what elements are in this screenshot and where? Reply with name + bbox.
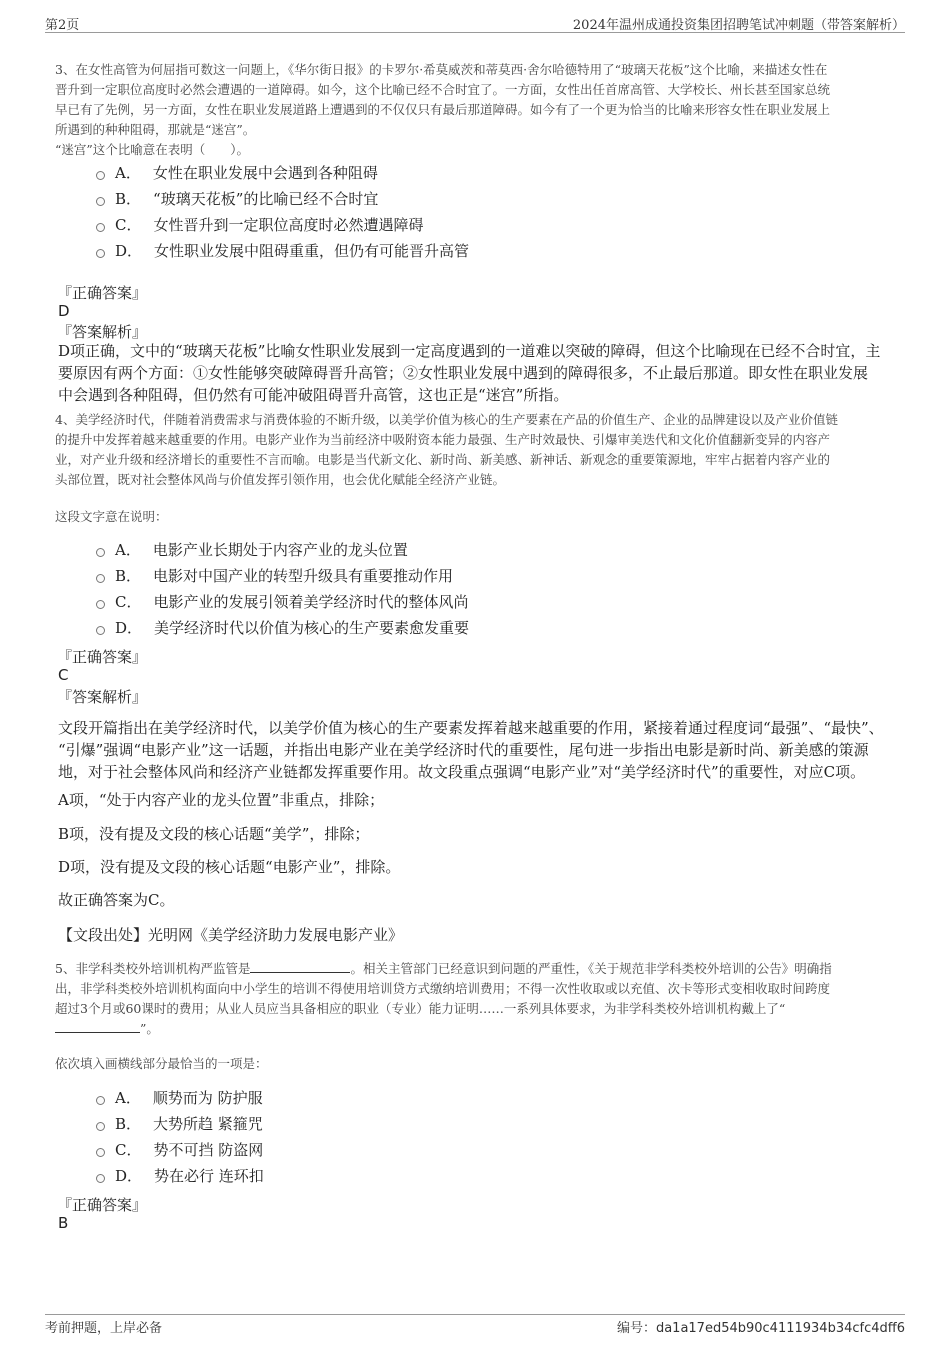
page-header (45, 14, 905, 33)
radio-icon[interactable] (96, 1148, 105, 1157)
passage-line: 早已有了先例，另一方面，女性在职业发展道路上遭遇到的不仅仅只有最后那道障碍。如今有了一个更为恰当的比喻来形容女性在职业发展上 (55, 102, 831, 117)
option-c[interactable]: C． 女性晋升到一定职位高度时必然遭遇障碍 (96, 212, 469, 238)
radio-icon[interactable] (96, 223, 105, 232)
radio-icon[interactable] (96, 249, 105, 258)
fill-blank-2 (55, 1020, 140, 1033)
radio-icon[interactable] (96, 548, 105, 557)
question-5-options (96, 1085, 264, 1189)
radio-icon[interactable] (96, 1174, 105, 1183)
passage-line: 4、美学经济时代，伴随着消费需求与消费体验的不断升级，以美学价值为核心的生产要素在产品的价值生产、企业的品牌建设以及产业价值链 (55, 412, 838, 427)
radio-icon[interactable] (96, 1122, 105, 1131)
question-3-analysis: D项正确，文中的“玻璃天花板”比喻女性职业发展到一定高度遇到的一道难以突破的障碍，但这个比喻现在已经不合时宜，主 要原因有两个方面：①女性能够突破障碍晋升高管；②女性职业发展中遇到的障碍很多，不止最后那道。即女性在职业发展 中会遇到各种阻碍，但仍然有可能冲破阻碍晋升高管，这也正是“迷宫”所指。 (58, 342, 881, 404)
question-4-analysis: 文段开篇指出在美学经济时代，以美学价值为核心的生产要素发挥着越来越重要的作用，紧接着通过程度词“最强”、“最快”、 “引爆”强调“电影产业”这一话题，并指出电影产业在美学经济时代的重要性，尾句进一步指出电影是新时尚、新美感的策源 地，对于社会整体风尚和经济产业链都发挥重要作用。故文段重点强调“电影产业”对“美学经济时代”的重要性，对应C项。 (58, 719, 884, 781)
option-b[interactable]: B． 大势所趋 紧箍咒 (96, 1111, 264, 1137)
footer-slogan: 考前押题，上岸必备 (45, 1321, 163, 1336)
analysis-option-a: A项，“处于内容产业的龙头位置”非重点，排除； (58, 791, 385, 809)
document-code: 编号：da1a17ed54b90c4111934b34cfc4dff6 (616, 1321, 905, 1336)
correct-answer: C (58, 666, 69, 684)
passage-line: 5、非学科类校外培训机构严监管是 。相关主管部门已经意识到问题的严重性，《关于规范非学科类校外培训的公告》明确指 (55, 961, 832, 976)
passage-line: 3、在女性高管为何屈指可数这一问题上，《华尔街日报》的卡罗尔·希莫威茨和蒂莫西·舍尔哈德特用了“玻璃天花板”这个比喻，来描述女性在 (55, 62, 828, 77)
option-d[interactable]: D． 女性职业发展中阻碍重重，但仍有可能晋升高管 (96, 238, 469, 264)
question-stem: “迷宫”这个比喻意在表明（ ）。 (55, 142, 250, 157)
analysis-label: 『答案解析』 (57, 323, 148, 341)
radio-icon[interactable] (96, 626, 105, 635)
passage-line: 业，对产业升级和经济增长的重要性不言而喻。电影是当代新文化、新时尚、新美感、新神话、新观念的重要策源地，牢牢占据着内容产业的 (55, 452, 831, 467)
passage-line: 超过3个月或60课时的费用；从业人员应当具备相应的职业（专业）能力证明……一系列具体要求，为非学科类校外培训机构戴上了“ (55, 1001, 786, 1016)
question-5-passage (55, 959, 905, 1039)
question-stem: 依次填入画横线部分最恰当的一项是： (55, 1056, 268, 1071)
correct-answer: D (58, 302, 70, 320)
option-b[interactable]: B． 电影对中国产业的转型升级具有重要推动作用 (96, 563, 469, 589)
passage-line: 晋升到一定职位高度时必然会遭遇的一道障碍。如今，这个比喻已经不合时宜了。一方面，女性出任首席高管、大学校长、州长甚至国家总统 (55, 82, 831, 97)
page-footer (45, 1314, 905, 1335)
correct-answer-label: 『正确答案』 (57, 284, 148, 302)
fill-blank-1 (250, 960, 350, 973)
question-4-options (96, 537, 469, 641)
option-c[interactable]: C． 势不可挡 防盗网 (96, 1137, 264, 1163)
page-number: 第2页 (45, 18, 80, 33)
option-d[interactable]: D． 势在必行 连环扣 (96, 1163, 264, 1189)
document-title: 2024年温州成通投资集团招聘笔试冲刺题（带答案解析） (572, 18, 905, 33)
passage-line: 的提升中发挥着越来越重要的作用。电影产业作为当前经济中吸附资本能力最强、生产时效最快、引爆审美迭代和文化价值翻新变异的内容产 (55, 432, 831, 447)
radio-icon[interactable] (96, 197, 105, 206)
correct-answer: B (58, 1214, 69, 1232)
radio-icon[interactable] (96, 600, 105, 609)
question-3-options (96, 160, 469, 264)
option-a[interactable]: A． 女性在职业发展中会遇到各种阻碍 (96, 160, 469, 186)
passage-line: 出，非学科类校外培训机构面向中小学生的培训不得使用培训贷方式缴纳培训费用；不得一次性收取或以充值、次卡等形式变相收取时间跨度 (55, 981, 831, 996)
option-a[interactable]: A． 顺势而为 防护服 (96, 1085, 264, 1111)
option-b[interactable]: B． “玻璃天花板”的比喻已经不合时宜 (96, 186, 469, 212)
radio-icon[interactable] (96, 1096, 105, 1105)
passage-source: 【文段出处】光明网《美学经济助力发展电影产业》 (58, 926, 404, 944)
analysis-option-d: D项，没有提及文段的核心话题“电影产业”，排除。 (58, 858, 401, 876)
analysis-conclusion: 故正确答案为C。 (58, 891, 175, 909)
question-3-passage (55, 60, 905, 160)
passage-line: 头部位置，既对社会整体风尚与价值发挥引领作用，也会优化赋能全经济产业链。 (55, 472, 506, 487)
option-a[interactable]: A． 电影产业长期处于内容产业的龙头位置 (96, 537, 469, 563)
analysis-label: 『答案解析』 (57, 688, 148, 706)
question-stem: 这段文字意在说明： (55, 509, 168, 524)
radio-icon[interactable] (96, 574, 105, 583)
correct-answer-label: 『正确答案』 (57, 1196, 148, 1214)
question-4-passage (55, 410, 905, 490)
correct-answer-label: 『正确答案』 (57, 648, 148, 666)
passage-line: 所遇到的种种阻碍，那就是“迷宫”。 (55, 122, 256, 137)
radio-icon[interactable] (96, 171, 105, 180)
option-d[interactable]: D． 美学经济时代以价值为核心的生产要素愈发重要 (96, 615, 469, 641)
analysis-option-b: B项，没有提及文段的核心话题“美学”，排除； (58, 825, 370, 843)
option-c[interactable]: C． 电影产业的发展引领着美学经济时代的整体风尚 (96, 589, 469, 615)
passage-line: ”。 (55, 1019, 905, 1039)
